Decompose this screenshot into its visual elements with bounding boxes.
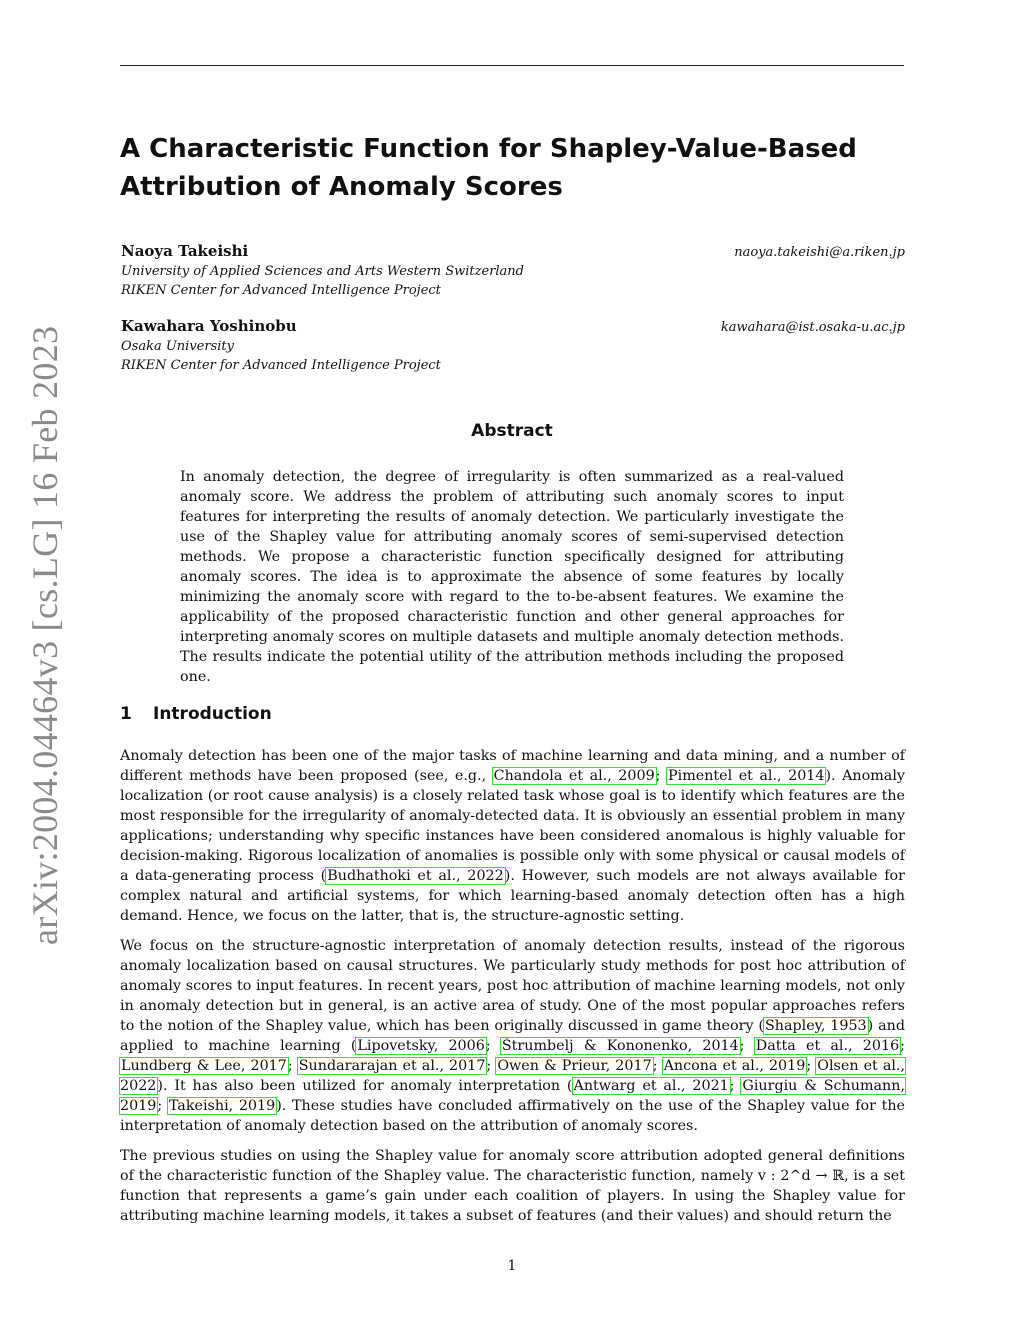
author-email[interactable]: naoya.takeishi@a.riken.jp [734, 245, 905, 260]
citation-link[interactable]: Chandola et al., 2009 [493, 768, 655, 784]
author-block [121, 242, 905, 300]
section-title: Introduction [153, 704, 272, 724]
paper-title: A Characteristic Function for Shapley-Value-Based Attribution of Anomaly Scores [120, 134, 857, 202]
citation-link[interactable]: Sundararajan et al., 2017 [298, 1058, 486, 1074]
top-rule [120, 65, 904, 66]
citation-link[interactable]: Shapley, 1953 [764, 1018, 867, 1034]
author-block [121, 317, 905, 375]
arxiv-stamp: arXiv:2004.04464v3 [cs.LG] 16 Feb 2023 [25, 325, 65, 945]
citation-link[interactable]: Giurgiu & Schumann, 2019 [120, 1078, 905, 1114]
author-name: Kawahara Yoshinobu [121, 317, 297, 335]
citation-link[interactable]: Owen & Prieur, 2017 [497, 1058, 652, 1074]
paragraph: We focus on the structure-agnostic interpretation of anomaly detection results, instead of the rigorous anomaly localization based on causal structures. We particularly study methods for post hoc attribution of anomaly scores to input features. In recent years, post hoc attribution of machine learning models, not only in anomaly detection but in general, is an active area of study. One of the most popular approaches refers to the notion of the Shapley value, which has been originally discussed in game theory (Shapley, 1953) and applied to machine learning (Lipovetsky, 2006; Štrumbelj & Kononenko, 2014; Datta et al., 2016; Lundberg & Lee, 2017; Sundararajan et al., 2017; Owen & Prieur, 2017; Ancona et al., 2019; Olsen et al., 2022). It has also been utilized for anomaly interpretation (Antwarg et al., 2021; Giurgiu & Schumann, 2019; Takeishi, 2019). These studies have concluded affirmatively on the use of the Shapley value for the interpretation of anomaly detection based on the attribution of anomaly scores. [120, 938, 906, 1134]
citation-link[interactable]: Lundberg & Lee, 2017 [121, 1058, 287, 1074]
citation-link[interactable]: Ancona et al., 2019 [663, 1058, 806, 1074]
citation-link[interactable]: Štrumbelj & Kononenko, 2014 [501, 1038, 739, 1054]
citation-link[interactable]: Budhathoki et al., 2022 [327, 868, 504, 884]
author-affiliation: RIKEN Center for Advanced Intelligence Project [121, 358, 441, 373]
author-affiliation: RIKEN Center for Advanced Intelligence Project [121, 283, 441, 298]
citation-link[interactable]: Takeishi, 2019 [168, 1098, 276, 1114]
citation-link[interactable]: Antwarg et al., 2021 [573, 1078, 729, 1094]
page-number: 1 [507, 1258, 517, 1274]
citation-link[interactable]: Datta et al., 2016 [755, 1038, 900, 1054]
author-affiliation: University of Applied Sciences and Arts Western Switzerland [121, 264, 525, 279]
section-heading [120, 703, 272, 725]
citation-link[interactable]: Olsen et al., 2022 [120, 1058, 906, 1094]
section-number: 1 [120, 704, 132, 724]
abstract-heading: Abstract [471, 421, 553, 441]
author-email[interactable]: kawahara@ist.osaka-u.ac.jp [720, 320, 905, 335]
paragraph: Anomaly detection has been one of the major tasks of machine learning and data mining, and a number of different methods have been proposed (see, e.g., Chandola et al., 2009; Pimentel et al., 2014). Anomaly localization (or root cause analysis) is a closely related task whose goal is to identify which features are the most responsible for the irregularity of anomaly-detected data. It is obviously an essential problem in many applications; understanding why specific instances have been considered anomalous is highly valuable for decision-making. Rigorous localization of anomalies is possible only with some physical or causal models of a data-generating process (Budhathoki et al., 2022). However, such models are not always available for complex natural and artificial systems, for which learning-based anomaly detection often has a high demand. Hence, we focus on the latter, that is, the structure-agnostic setting. [120, 748, 905, 924]
abstract-body: In anomaly detection, the degree of irregularity is often summarized as a real-valued anomaly score. We address the problem of attributing such anomaly scores to input features for interpreting the results of anomaly detection. We particularly investigate the use of the Shapley value for attributing anomaly scores of semi-supervised detection methods. We propose a characteristic function specifically designed for attributing anomaly scores. The idea is to approximate the absence of some features by locally minimizing the anomaly score with regard to the to-be-absent features. We examine the applicability of the proposed characteristic function and other general approaches for interpreting anomaly scores on multiple datasets and multiple anomaly detection methods. The results indicate the potential utility of the attribution methods including the proposed one. [180, 469, 844, 685]
citation-link[interactable]: Lipovetsky, 2006 [357, 1038, 485, 1054]
author-name: Naoya Takeishi [121, 242, 249, 260]
citation-link[interactable]: Pimentel et al., 2014 [668, 768, 825, 784]
paragraph: The previous studies on using the Shapley value for anomaly score attribution adopted general definitions of the characteristic function of the Shapley value. The characteristic function, namely v : 2^d → ℝ, is a set function that represents a game’s gain under each coalition of players. In using the Shapley value for attributing machine learning models, it takes a subset of features (and their values) and should return the [120, 1148, 905, 1224]
author-affiliation: Osaka University [121, 339, 234, 354]
